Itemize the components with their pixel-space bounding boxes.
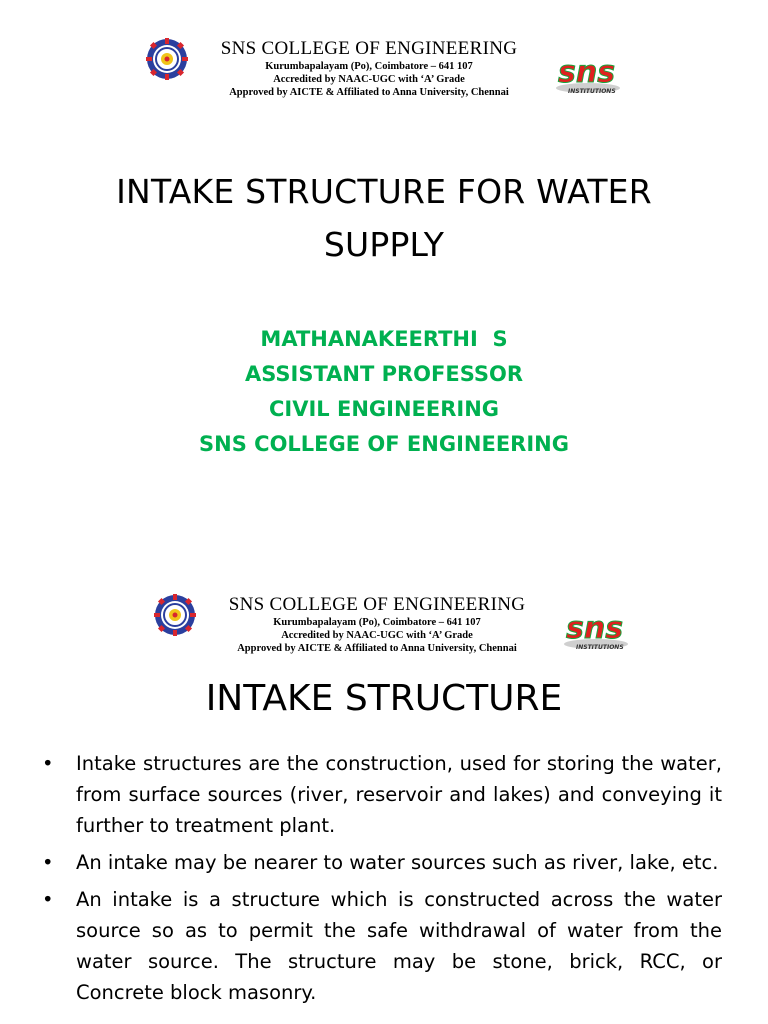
college-address: Kurumbapalayam (Po), Coimbatore – 641 107 (273, 617, 481, 628)
college-header (154, 594, 630, 658)
bullet-text: Intake structures are the construction, used for storing the water, from surface sources (river, reservoir and lakes) and conveying it further to treatment plant. (76, 752, 722, 837)
bullet-text: An intake is a structure which is constructed across the water source so as to permit the safe withdrawal of water from the water source. The structure may be stone, brick, RCC, or Concrete block masonry. (76, 888, 722, 1004)
sns-logo-subtext: INSTITUTIONS (568, 88, 616, 95)
bullet-icon: • (42, 851, 54, 874)
college-accreditation: Accredited by NAAC-UGC with ‘A’ Grade (281, 630, 473, 641)
college-emblem-icon (154, 594, 196, 636)
sns-logo-icon (562, 604, 630, 652)
bullet-text: An intake may be nearer to water sources such as river, lake, etc. (76, 851, 719, 874)
bullet-item (40, 884, 722, 1008)
title-line-2: SUPPLY (323, 225, 445, 264)
bullet-item (40, 847, 722, 878)
college-name: SNS COLLEGE OF ENGINEERING (228, 594, 526, 615)
sns-logo-icon (554, 48, 622, 96)
college-emblem-icon (146, 38, 188, 80)
college-name: SNS COLLEGE OF ENGINEERING (220, 38, 518, 59)
sns-logo-text: sns (558, 55, 616, 90)
content-slide (0, 576, 768, 1024)
college-info (194, 38, 544, 99)
bullet-icon: • (42, 888, 54, 911)
college-info (202, 594, 552, 655)
college-accreditation: Accredited by NAAC-UGC with ‘A’ Grade (273, 74, 465, 85)
slide-title: INTAKE STRUCTURE (205, 678, 563, 719)
title-line-1: INTAKE STRUCTURE FOR WATER (116, 172, 652, 211)
college-address: Kurumbapalayam (Po), Coimbatore – 641 107 (265, 61, 473, 72)
author-block (40, 322, 728, 462)
author-institution: SNS COLLEGE OF ENGINEERING (199, 432, 569, 456)
presentation-title (40, 165, 728, 271)
college-header (146, 38, 626, 102)
author-role: ASSISTANT PROFESSOR (244, 362, 524, 386)
sns-logo-subtext: INSTITUTIONS (576, 644, 624, 651)
author-department: CIVIL ENGINEERING (268, 397, 499, 421)
college-approval: Approved by AICTE & Affiliated to Anna University, Chennai (237, 643, 517, 654)
author-name: MATHANAKEERTHI S (260, 327, 508, 351)
bullet-list (40, 748, 722, 1014)
bullet-item (40, 748, 722, 841)
college-approval: Approved by AICTE & Affiliated to Anna University, Chennai (229, 87, 509, 98)
sns-logo-text: sns (566, 611, 624, 646)
bullet-icon: • (42, 752, 54, 775)
